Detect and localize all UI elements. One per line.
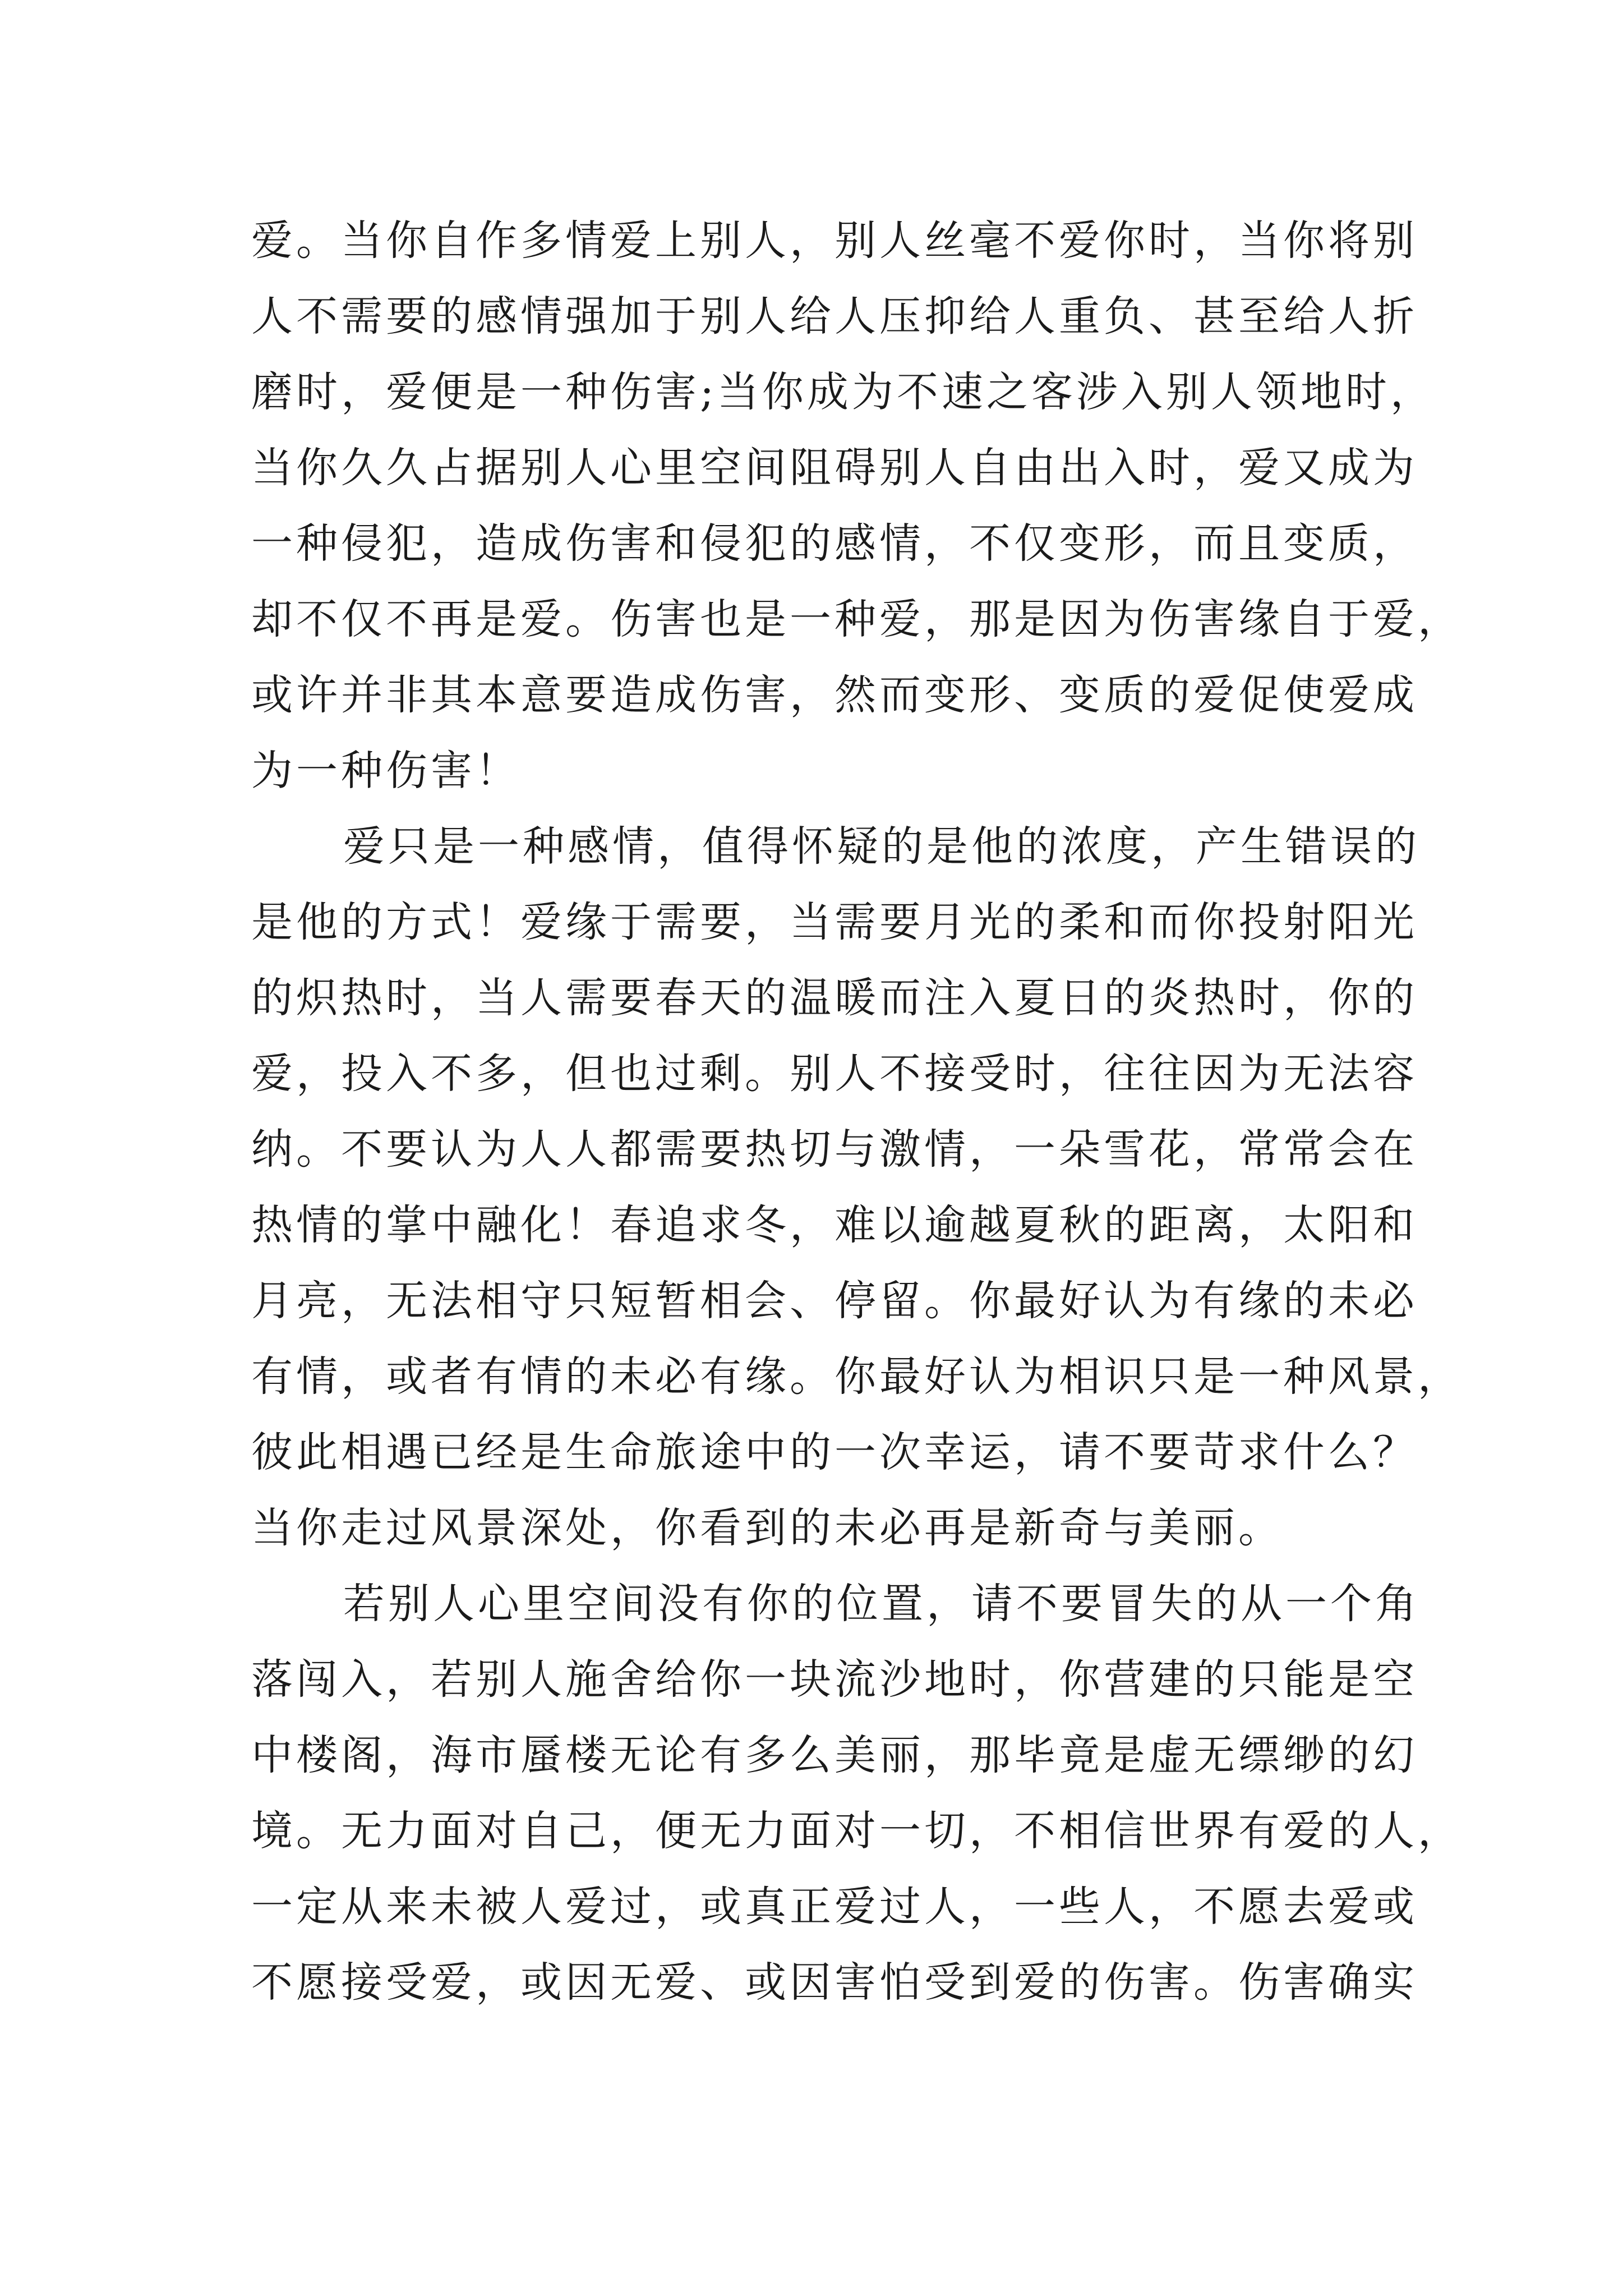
text-line: 有情，或者有情的未必有缘。你最好认为相识只是一种风景， (251, 1352, 1463, 1401)
text-line: 落闯入，若别人施舍给你一块流沙地时，你营建的只能是空 (251, 1655, 1418, 1704)
text-line: 中楼阁，海市蜃楼无论有多么美丽，那毕竟是虚无缥缈的幻 (251, 1731, 1418, 1779)
text-line: 的炽热时，当人需要春天的温暖而注入夏日的炎热时，你的 (251, 974, 1418, 1022)
text-line: 月亮，无法相守只短暂相会、停留。你最好认为有缘的未必 (251, 1277, 1418, 1325)
text-line: 为一种伤害！ (251, 747, 520, 795)
text-line: 是他的方式！爱缘于需要，当需要月光的柔和而你投射阳光 (251, 898, 1418, 946)
text-line: 或许并非其本意要造成伤害，然而变形、变质的爱促使爱成 (251, 671, 1418, 719)
text-line: 磨时，爱便是一种伤害;当你成为不速之客涉入别人领地时， (251, 368, 1435, 416)
text-line: 境。无力面对自己，便无力面对一切，不相信世界有爱的人， (251, 1807, 1463, 1855)
text-line: 却不仅不再是爱。伤害也是一种爱，那是因为伤害缘自于爱， (251, 595, 1463, 643)
text-line: 当你久久占据别人心里空间阻碍别人自由出入时，爱又成为 (251, 444, 1418, 492)
text-line: 当你走过风景深处，你看到的未必再是新奇与美丽。 (251, 1504, 1283, 1552)
text-line: 热情的掌中融化！春追求冬，难以逾越夏秋的距离，太阳和 (251, 1201, 1418, 1249)
text-line: 彼此相遇已经是生命旅途中的一次幸运，请不要苛求什么？ (251, 1428, 1418, 1476)
body-text (251, 203, 1463, 2021)
text-line: 爱。当你自作多情爱上别人，别人丝毫不爱你时，当你将别 (251, 217, 1418, 265)
text-line: 人不需要的感情强加于别人给人压抑给人重负、甚至给人折 (251, 292, 1418, 341)
text-line: 爱只是一种感情，值得怀疑的是他的浓度，产生错误的 (343, 822, 1420, 871)
text-line: 若别人心里空间没有你的位置，请不要冒失的从一个角 (343, 1580, 1420, 1628)
text-line: 爱，投入不多，但也过剩。别人不接受时，往往因为无法容 (251, 1050, 1418, 1098)
text-line: 不愿接受爱，或因无爱、或因害怕受到爱的伤害。伤害确实 (251, 1958, 1418, 2007)
text-line: 一定从来未被人爱过，或真正爱过人，一些人，不愿去爱或 (251, 1883, 1418, 1931)
text-line: 纳。不要认为人人都需要热切与激情，一朵雪花，常常会在 (251, 1125, 1418, 1174)
text-line: 一种侵犯，造成伤害和侵犯的感情，不仅变形，而且变质， (251, 519, 1418, 568)
